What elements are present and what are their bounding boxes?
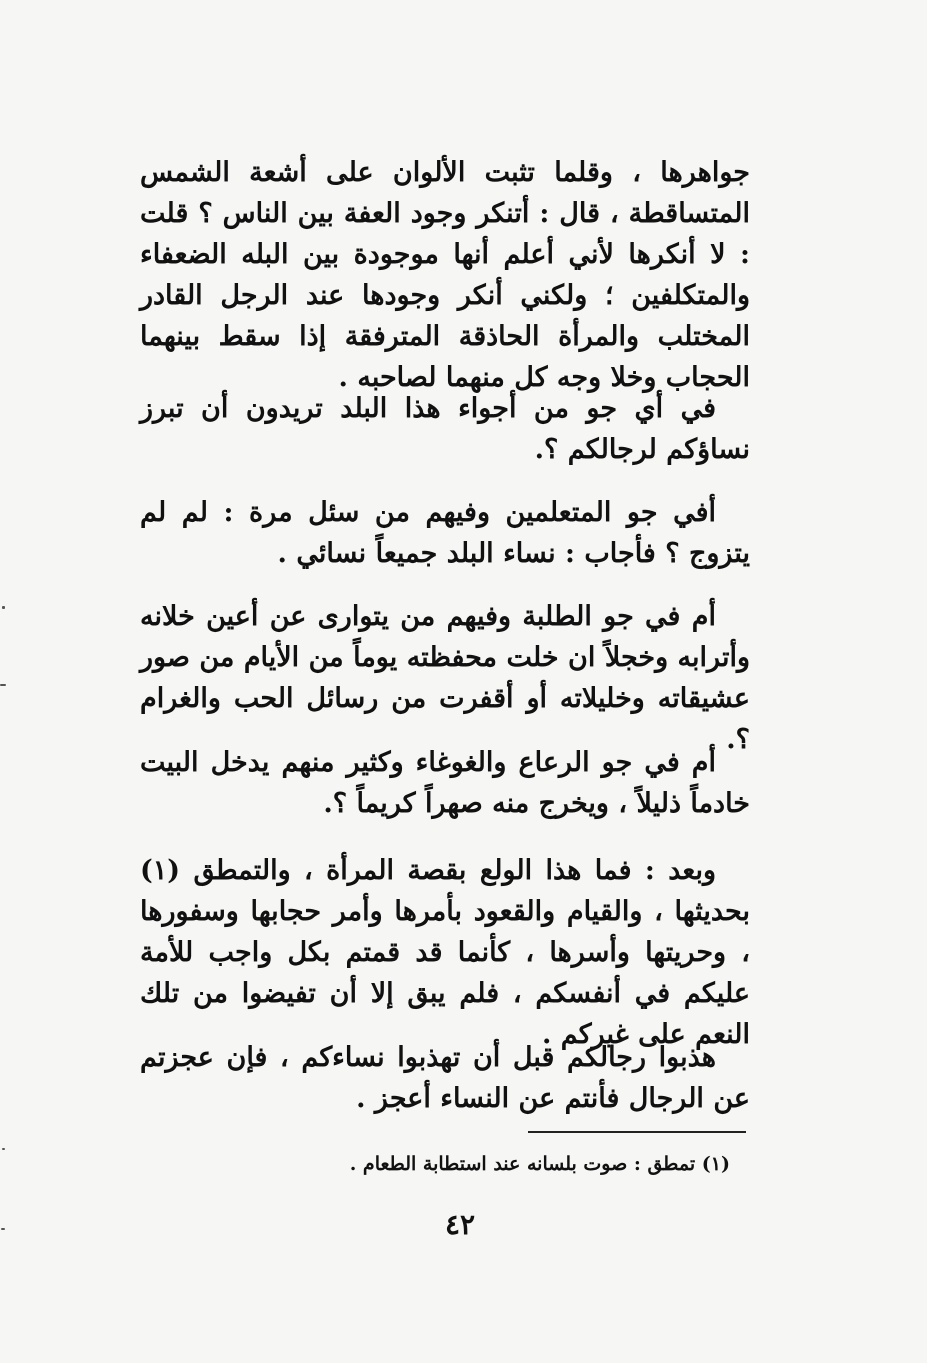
scan-speck (1, 1228, 5, 1230)
page-number: ٤٢ (444, 1208, 476, 1241)
paragraph-educated: أفي جو المتعلمين وفيهم من سئل مرة : لم لم يتزوج ؟ فأجاب : نساء البلد جميعاً نسائي . (140, 497, 750, 569)
paragraph-continuation: جواهرها ، وقلما تثبت الألوان على أشعة الشمس المتساقطة ، قال : أتنكر وجود العفة بين الناس ؟ قلت : لا أنكرها لأني أعلم أنها موجودة بين البله الضعفاء والمتكلفين ؛ ولكني أنكر وجودها عند الرجل القادر المختلب والمرأة الحاذقة المترفقة إذا سقط بينهما الحجاب وخلا وجه كل منهما لصاحبه . (140, 157, 750, 393)
scan-speck (0, 684, 6, 686)
scan-speck (2, 1148, 5, 1150)
paragraph-rabble: أم في جو الرعاع والغوغاء وكثير منهم يدخل البيت خادماً ذليلاً ، ويخرج منه صهراً كريماً ؟. (140, 747, 750, 819)
footnote-divider (528, 1131, 746, 1133)
scan-speck (2, 606, 5, 609)
paragraph-conclusion: هذبوا رجالكم قبل أن تهذبوا نساءكم ، فإن عجزتم عن الرجال فأنتم عن النساء أعجز . (140, 1042, 750, 1114)
footnote: (١) تمطق : صوت بلسانه عند استطابة الطعام . (349, 1153, 730, 1175)
paragraph-question-atmosphere: في أي جو من أجواء هذا البلد تريدون أن تبرز نساؤكم لرجالكم ؟. (140, 393, 750, 465)
paragraph-obsession: وبعد : فما هذا الولع بقصة المرأة ، والتمطق (١) بحديثها ، والقيام والقعود بأمرها وأمر حجابها وسفورها ، وحريتها وأسرها ، كأنما قد قمتم بكل واجب للأمة عليكم في أنفسكم ، فلم يبق إلا أن تفيضوا من تلك النعم على غيركم . (140, 855, 750, 1050)
paragraph-students: أم في جو الطلبة وفيهم من يتوارى عن أعين خلانه وأترابه وخجلاً ان خلت محفظته يوماً من الأيام من صور عشيقاته وخليلاته أو أقفرت من رسائل الحب والغرام ؟. (140, 601, 750, 755)
